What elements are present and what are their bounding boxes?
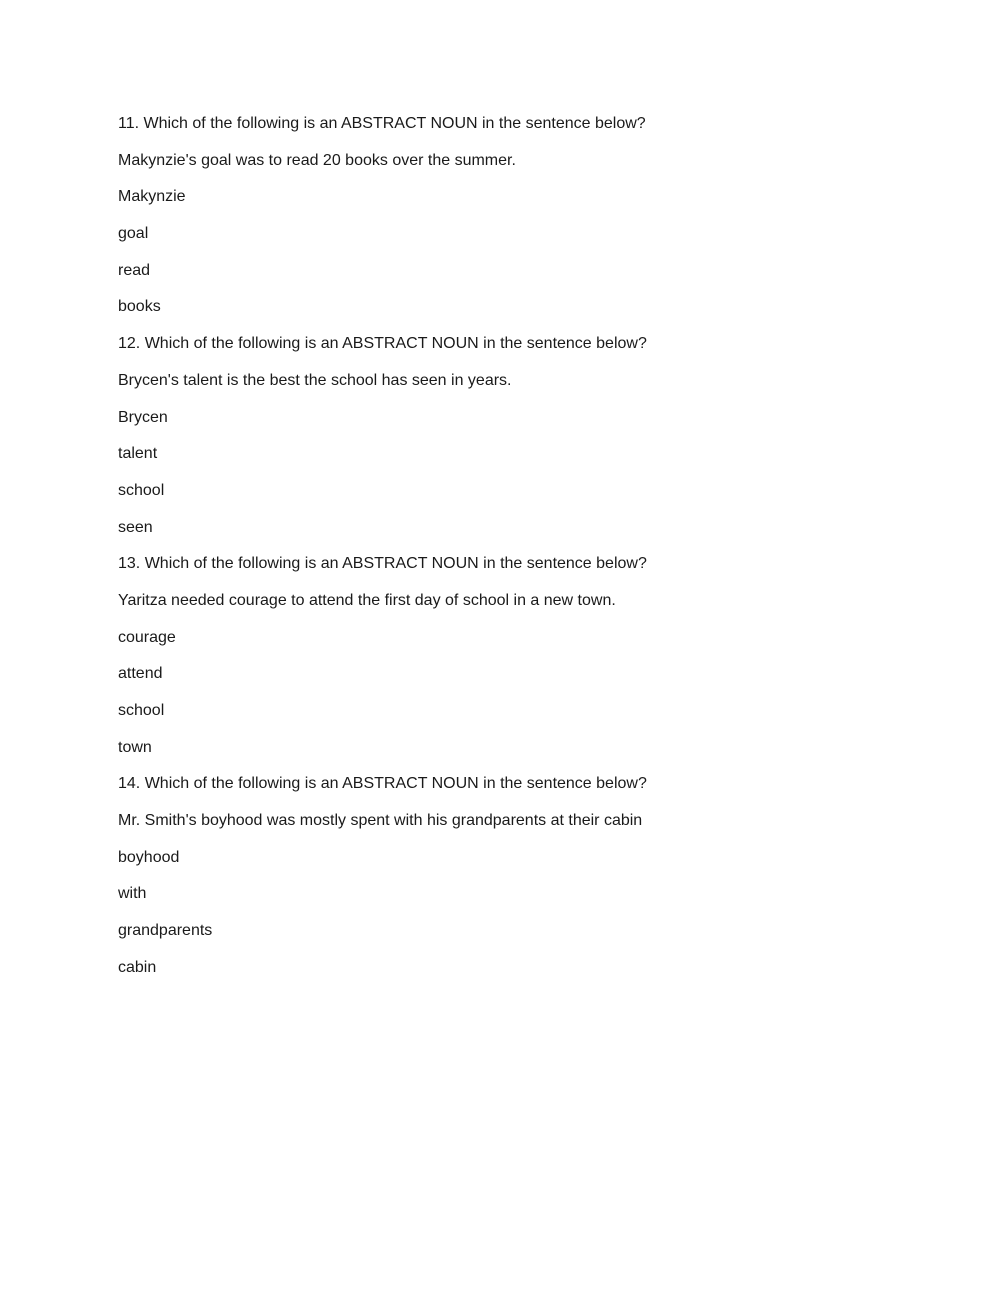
answer-option[interactable]: attend [118,665,163,683]
answer-option[interactable]: town [118,738,152,756]
question-prompt: 11. Which of the following is an ABSTRACT NOUN in the sentence below? [118,115,646,132]
question-block [118,113,918,318]
answer-option[interactable]: goal [118,225,149,243]
answer-option[interactable]: school [118,702,165,719]
answer-option[interactable]: Makynzie [118,188,186,206]
question-sentence: Brycen's talent is the best the school has seen in years. [118,371,512,389]
answer-option[interactable]: boyhood [118,848,180,866]
answer-option[interactable]: books [118,298,161,316]
answer-option[interactable]: cabin [118,958,157,976]
worksheet-page [118,113,918,994]
question-prompt: 12. Which of the following is an ABSTRACT NOUN in the sentence below? [118,335,647,353]
question-block [118,773,918,978]
question-sentence: Yaritza needed courage to attend the first day of school in a new town. [118,591,616,609]
question-sentence: Mr. Smith's boyhood was mostly spent with his grandparents at their cabin [118,812,643,830]
answer-option[interactable]: grandparents [118,922,213,940]
answer-option[interactable]: talent [118,445,158,463]
question-prompt: 13. Which of the following is an ABSTRACT NOUN in the sentence below? [118,555,647,573]
answer-option[interactable]: seen [118,518,153,536]
answer-option[interactable]: courage [118,628,176,646]
answer-option[interactable]: Brycen [118,408,168,426]
answer-option[interactable]: school [118,481,165,499]
answer-option[interactable]: with [118,885,147,903]
question-block [118,333,918,538]
question-prompt: 14. Which of the following is an ABSTRACT NOUN in the sentence below? [118,775,647,793]
question-sentence: Makynzie's goal was to read 20 books over the summer. [118,151,516,169]
question-block [118,553,918,758]
answer-option[interactable]: read [118,261,151,279]
